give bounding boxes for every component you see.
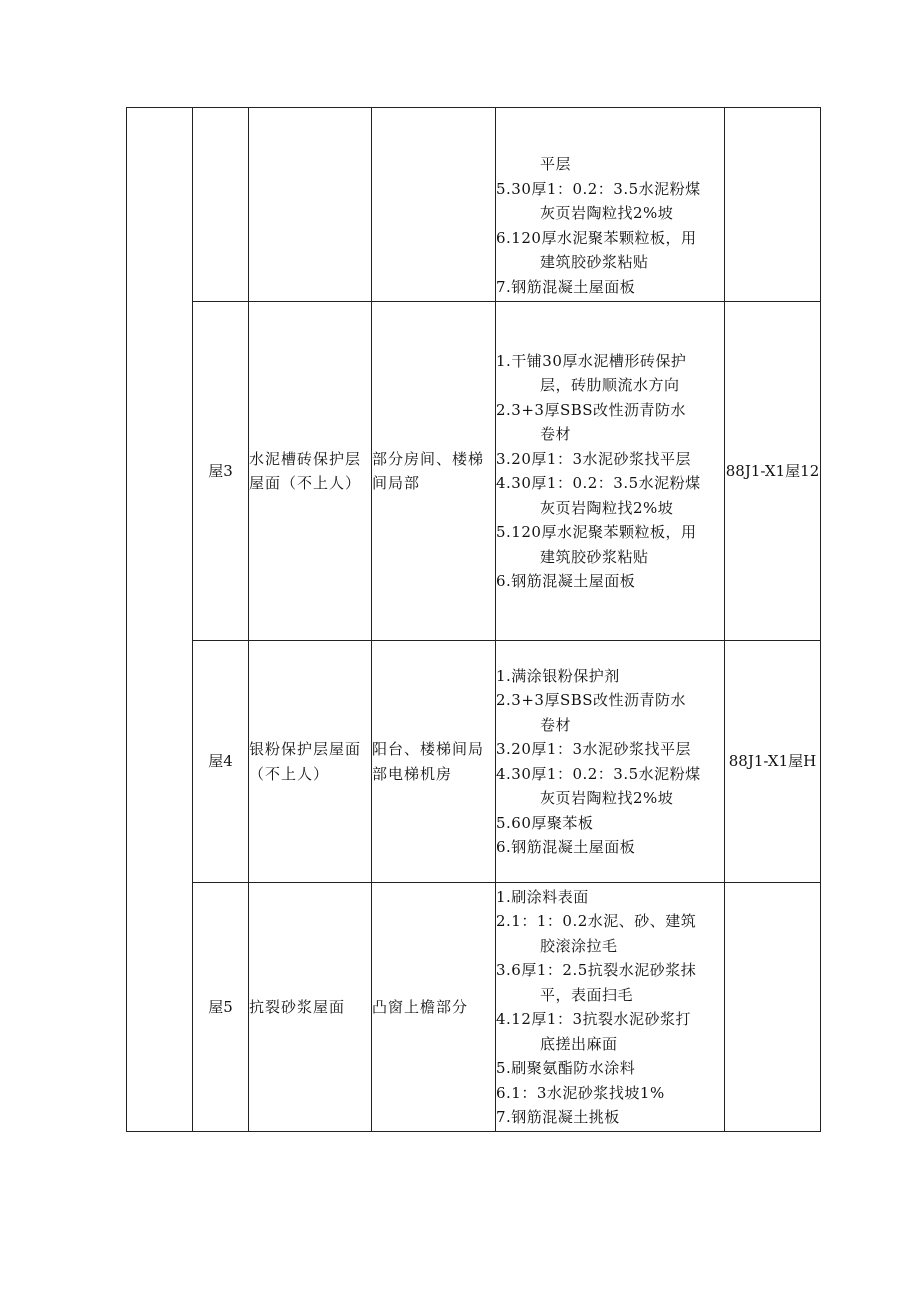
table-row <box>127 883 821 1132</box>
leftmost-blank-cell <box>127 108 193 1132</box>
table-row <box>127 302 821 641</box>
table-row <box>127 108 821 302</box>
roof-usage: 部分房间、楼梯间局部 <box>372 302 496 641</box>
step-item: 3.20厚1：3水泥砂浆找平层 <box>496 449 691 468</box>
roof-code: 屋3 <box>193 302 249 641</box>
step-item: 6.1：3水泥砂浆找坡1% <box>496 1083 665 1102</box>
roof-code <box>193 108 249 302</box>
reference-code <box>725 108 821 302</box>
step-item: 5.60厚聚苯板 <box>496 813 594 832</box>
step-item: 3.20厚1：3水泥砂浆找平层 <box>496 740 691 758</box>
step-item: 1.刷涂料表面 <box>496 887 589 906</box>
step-item: 2.3+3厚SBS改性沥青防水 卷材 <box>496 400 687 443</box>
roof-code: 屋4 <box>193 641 249 883</box>
step-item: 6.120厚水泥聚苯颗粒板，用 建筑胶砂浆粘贴 <box>496 228 697 271</box>
roof-usage: 阳台、楼梯间局部电梯机房 <box>372 641 496 883</box>
construction-steps <box>496 641 725 883</box>
roof-name: 银粉保护层屋面（不上人） <box>249 641 372 883</box>
step-item: 5.30厚1：0.2：3.5水泥粉煤 灰页岩陶粒找2%坡 <box>496 179 701 222</box>
roof-name: 抗裂砂浆屋面 <box>249 883 372 1132</box>
reference-code <box>725 883 821 1132</box>
step-item: 5.刷聚氨酯防水涂料 <box>496 1059 636 1077</box>
step-item: 5.120厚水泥聚苯颗粒板，用 建筑胶砂浆粘贴 <box>496 523 697 566</box>
step-item: 平层 <box>540 155 572 173</box>
step-item: 2.3+3厚SBS改性沥青防水 卷材 <box>496 691 687 734</box>
step-item: 3.6厚1：2.5抗裂水泥砂浆抹 平，表面扫毛 <box>496 961 697 1004</box>
reference-code: 88J1-X1屋H <box>725 641 821 883</box>
step-item: 6.钢筋混凝土屋面板 <box>496 572 636 590</box>
roof-code: 屋5 <box>193 883 249 1132</box>
roof-spec-table <box>126 107 821 1132</box>
step-item: 7.钢筋混凝土屋面板 <box>496 277 636 296</box>
reference-code: 88J1-X1屋12 <box>725 302 821 641</box>
construction-steps <box>496 302 725 641</box>
roof-name <box>249 108 372 302</box>
step-item: 6.钢筋混凝土屋面板 <box>496 838 636 856</box>
step-item: 1.干铺30厚水泥槽形砖保护 层，砖肋顺流水方向 <box>496 351 687 394</box>
step-item: 4.30厚1：0.2：3.5水泥粉煤 灰页岩陶粒找2%坡 <box>496 764 701 807</box>
step-item: 7.钢筋混凝土挑板 <box>496 1108 620 1126</box>
table-row <box>127 641 821 883</box>
step-item: 1.满涂银粉保护剂 <box>496 666 620 685</box>
roof-usage <box>372 108 496 302</box>
construction-steps <box>496 108 725 302</box>
step-item: 4.30厚1：0.2：3.5水泥粉煤 灰页岩陶粒找2%坡 <box>496 474 701 517</box>
step-item: 2.1：1：0.2水泥、砂、建筑 胶滚涂拉毛 <box>496 912 697 955</box>
construction-steps <box>496 883 725 1132</box>
step-item: 4.12厚1：3抗裂水泥砂浆打 底搓出麻面 <box>496 1010 691 1053</box>
roof-usage: 凸窗上檐部分 <box>372 883 496 1132</box>
roof-name: 水泥槽砖保护层屋面（不上人） <box>249 302 372 641</box>
